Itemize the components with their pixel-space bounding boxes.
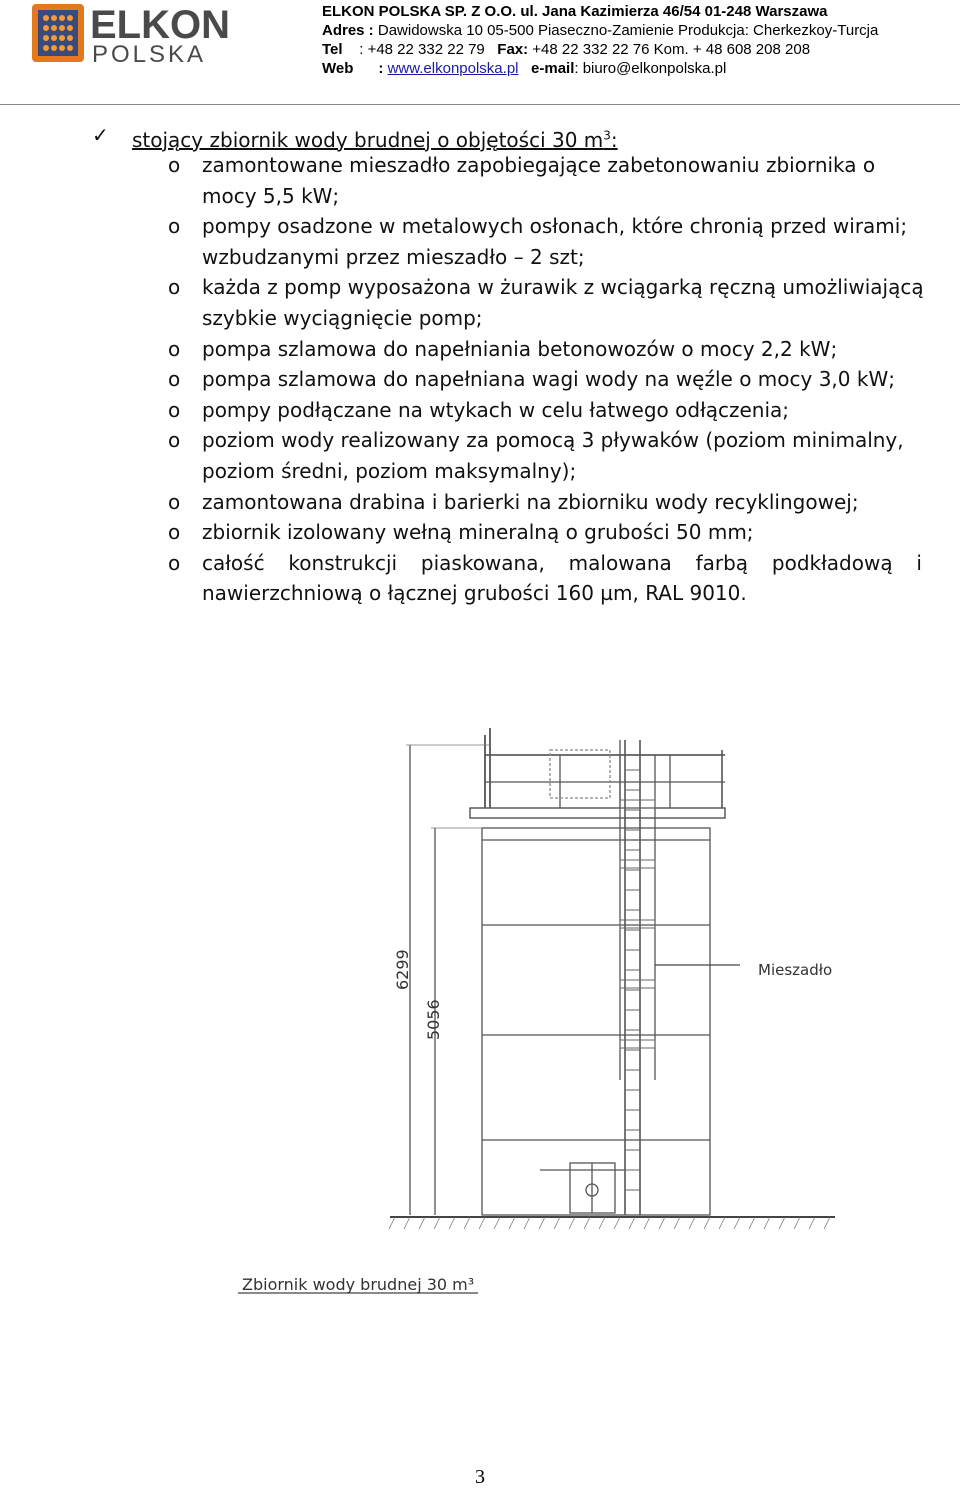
list-item xyxy=(92,150,932,211)
dim-label-inner: 5056 xyxy=(424,999,443,1040)
bullet-icon: o xyxy=(168,428,181,453)
email-value[interactable]: : biuro@elkonpolska.pl xyxy=(574,60,727,77)
bullet-icon: o xyxy=(168,489,181,514)
page-number: 3 xyxy=(475,1466,485,1488)
fax-label: Fax: xyxy=(497,41,529,58)
bullet-icon: o xyxy=(168,520,181,545)
bullet-icon: o xyxy=(168,275,181,300)
email-label: e-mail xyxy=(531,60,575,77)
list-item-text: pompa szlamowa do napełniania betonowozów o mocy 2,2 kW; xyxy=(202,336,838,361)
logo-text-bottom: POLSKA xyxy=(92,41,207,66)
bullet-icon: o xyxy=(168,336,181,361)
website-link[interactable]: www.elkonpolska.pl xyxy=(387,60,519,77)
letterhead xyxy=(0,0,960,110)
list-item xyxy=(92,517,932,548)
list-item-text: zamontowane mieszadło zapobiegające zabetonowaniu zbiornika o mocy 5,5 kW; xyxy=(202,153,876,208)
tank-shell xyxy=(482,828,710,1215)
list-item xyxy=(92,272,932,333)
roof-platform xyxy=(470,808,725,818)
list-item xyxy=(92,487,932,518)
ground-hatch xyxy=(389,1217,830,1229)
dim-label-outer: 6299 xyxy=(393,949,412,990)
address-label: Adres : xyxy=(322,22,374,39)
drawing-caption: Zbiornik wody brudnej 30 m³ xyxy=(242,1275,475,1294)
list-item-text: pompy podłączane na wtykach w celu łatwego odłączenia; xyxy=(202,397,790,422)
list-item-text: każda z pomp wyposażona w żurawik z wciągarką ręczną umożliwiającą szybkie wyciągnięcie pomp; xyxy=(202,275,924,330)
tank-drawing xyxy=(230,700,880,1340)
list-item xyxy=(92,548,932,609)
list-item-text: zamontowana drabina i barierki na zbiorniku wody recyklingowej; xyxy=(202,489,859,514)
bullet-icon: o xyxy=(168,550,181,575)
checkmark-icon: ✓ xyxy=(92,123,109,147)
list-item xyxy=(92,334,932,365)
web-prefix: : xyxy=(378,60,384,77)
bullet-icon: o xyxy=(168,367,181,392)
list-item xyxy=(92,425,932,486)
bullet-icon: o xyxy=(168,397,181,422)
fax-value: +48 22 332 22 76 Kom. + 48 608 208 208 xyxy=(532,41,811,58)
list-item-text: zbiornik izolowany wełną mineralną o grubości 50 mm; xyxy=(202,520,754,545)
company-contact xyxy=(322,2,878,78)
section-heading xyxy=(92,120,932,150)
logo-text-top: ELKON xyxy=(90,3,230,47)
mixer-label: Mieszadło xyxy=(758,961,833,979)
bullet-icon: o xyxy=(168,153,181,177)
tel-value: : +48 22 332 22 79 xyxy=(359,41,485,58)
tel-label: Tel xyxy=(322,41,343,58)
web-label: Web xyxy=(322,60,354,77)
elkon-logo xyxy=(30,2,240,66)
list-item-text: poziom wody realizowany za pomocą 3 pływaków (poziom minimalny, poziom średni, poziom maksymalny); xyxy=(202,428,904,483)
roof-hatch xyxy=(550,750,610,798)
list-item xyxy=(92,395,932,426)
list-item-text: pompy osadzone w metalowych osłonach, które chronią przed wirami; wzbudzanymi przez mieszadło – 2 szt; xyxy=(202,214,908,269)
bullet-icon: o xyxy=(168,214,181,239)
list-item xyxy=(92,364,932,395)
list-item xyxy=(92,211,932,272)
company-line: ELKON POLSKA SP. Z O.O. ul. Jana Kazimierza 46/54 01-248 Warszawa xyxy=(322,3,828,20)
list-item-text: pompa szlamowa do napełniana wagi wody na węźle o mocy 3,0 kW; xyxy=(202,367,895,392)
list-item-text: całość konstrukcji piaskowana, malowana farbą podkładową i nawierzchniową o łącznej grubości 160 µm, RAL 9010. xyxy=(202,550,922,606)
spec-section xyxy=(92,120,932,609)
address-value: Dawidowska 10 05-500 Piaseczno-Zamienie Produkcja: Cherkezkoy-Turcja xyxy=(377,22,879,39)
header-divider xyxy=(0,104,960,105)
section-title: stojący zbiornik wody brudnej o objętości 30 $m^3$: xyxy=(132,127,618,152)
